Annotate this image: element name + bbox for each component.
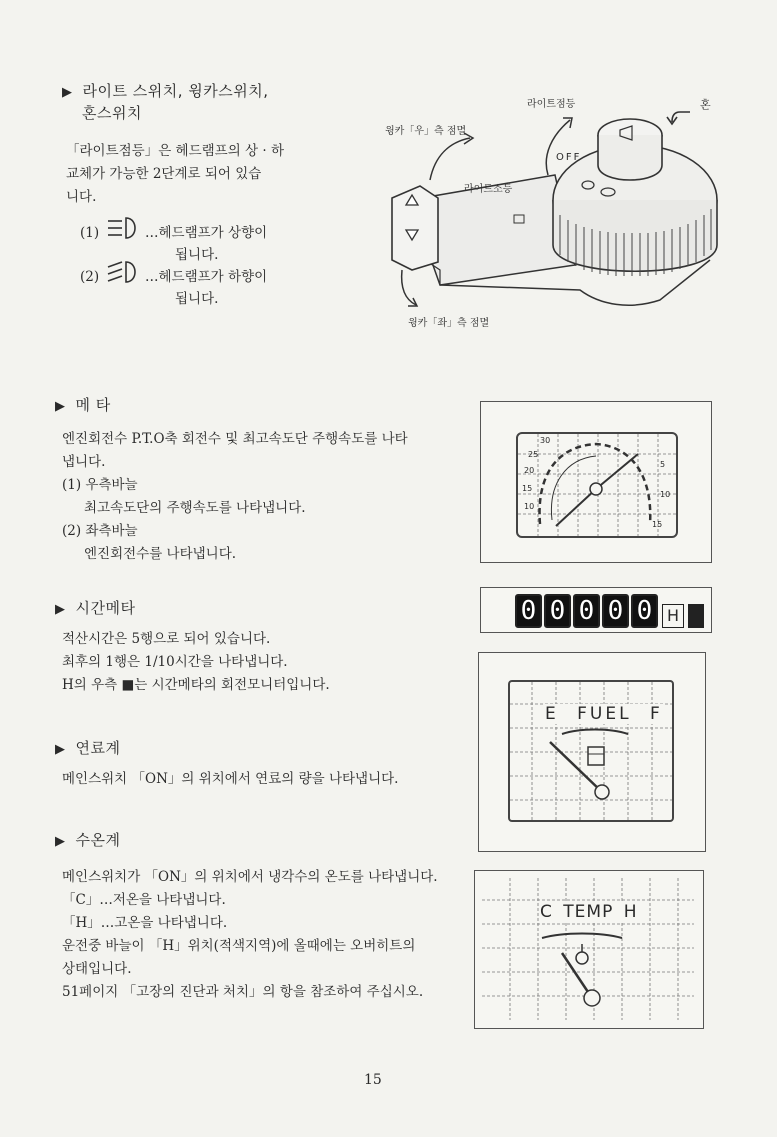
speed-tick-15: 15: [652, 520, 663, 529]
section-title-light-switch: ▶ 라이트 스위치, 윙카스위치,: [62, 82, 269, 100]
triangle-bullet-icon: ▶: [55, 742, 66, 757]
item1-number: (1): [80, 225, 100, 241]
hour-digit: 0: [631, 594, 658, 628]
item2-text-2: 됩니다.: [175, 291, 219, 307]
label-wink-left: 윙카「좌」측 점멸: [408, 318, 490, 329]
hour-digit: 0: [602, 594, 629, 628]
tach-tick-20: 20: [524, 466, 535, 475]
tach-tick-10: 10: [524, 502, 535, 511]
section-title-light-switch-2: 혼스위치: [82, 104, 142, 122]
section-title-fuel: ▶ 연료계: [55, 739, 121, 757]
item2-text: …헤드램프가 하향이: [145, 269, 268, 285]
page-number: 15: [364, 1072, 382, 1088]
speed-tick-10: 10: [660, 490, 671, 499]
hour-meter-display: [515, 594, 704, 628]
hour-meter-desc: 적산시간은 5행으로 되어 있습니다. 최후의 1행은 1/10시간을 나타냅니다. H의 우측 ■는 시간메타의 회전모니터입니다.: [62, 631, 330, 693]
triangle-bullet-icon: ▶: [55, 834, 66, 849]
label-horn: 혼: [700, 98, 711, 111]
item1-text-2: 됩니다.: [175, 247, 219, 263]
temp-gauge: [482, 878, 694, 1020]
hour-digit: 0: [515, 594, 542, 628]
temp-gauge-label: C TEMP H: [540, 902, 638, 922]
triangle-bullet-icon: ▶: [62, 85, 73, 100]
hour-unit: H: [662, 604, 684, 628]
tach-tick-15: 15: [522, 484, 533, 493]
speed-tick-5: 5: [660, 460, 666, 469]
fuel-gauge-dial: [510, 682, 672, 820]
section-title-meter: ▶ 메 타: [55, 396, 111, 414]
hour-digit: 0: [573, 594, 600, 628]
tach-tick-30: 30: [540, 436, 551, 445]
fuel-gauge-label: E FUEL F: [545, 704, 663, 724]
high-beam-icon: [104, 214, 142, 242]
section-title-temp: ▶ 수온계: [55, 831, 121, 849]
fuel-desc: 메인스위치 「ON」의 위치에서 연료의 량을 나타냅니다.: [62, 771, 399, 787]
triangle-bullet-icon: ▶: [55, 399, 66, 414]
item1-text: …헤드램프가 상향이: [145, 225, 268, 241]
temp-gauge-dial: [482, 878, 694, 1020]
fuel-gauge: [508, 680, 674, 822]
meter-desc: 엔진회전수 P.T.O축 회전수 및 최고속도단 주행속도를 나타 냅니다. (1) 우측바늘 최고속도단의 주행속도를 나타냅니다. (2) 좌측바늘 엔진회전수를 나타냅니다.: [62, 431, 408, 562]
label-light-small: 라이트소등: [464, 184, 513, 195]
label-off: OFF: [556, 152, 582, 163]
low-beam-icon: [104, 258, 142, 288]
tach-tick-25: 25: [528, 450, 539, 459]
light-switch-desc: 「라이트점등」은 헤드램프의 상 · 하 교체가 가능한 2단계로 되어 있습 니다.: [66, 143, 284, 205]
temp-desc: 메인스위치가 「ON」의 위치에서 냉각수의 온도를 나타냅니다. 「C」…저온을 나타냅니다. 「H」…고온을 나타냅니다. 운전중 바늘이 「H」위치(적색지역)에 올때에는 오버히트의 상태입니다. 51페이지 「고장의 진단과 처치」의 항을 참조하여 주십시오.: [62, 869, 438, 1000]
hour-digit: 0: [544, 594, 571, 628]
section-title-hour-meter: ▶ 시간메타: [55, 599, 136, 617]
item2-number: (2): [80, 269, 100, 285]
label-wink-right: 윙카「우」측 점멸: [385, 126, 467, 137]
triangle-bullet-icon: ▶: [55, 602, 66, 617]
rotation-monitor-icon: [688, 604, 704, 628]
label-light-on: 라이트점등: [527, 99, 576, 110]
